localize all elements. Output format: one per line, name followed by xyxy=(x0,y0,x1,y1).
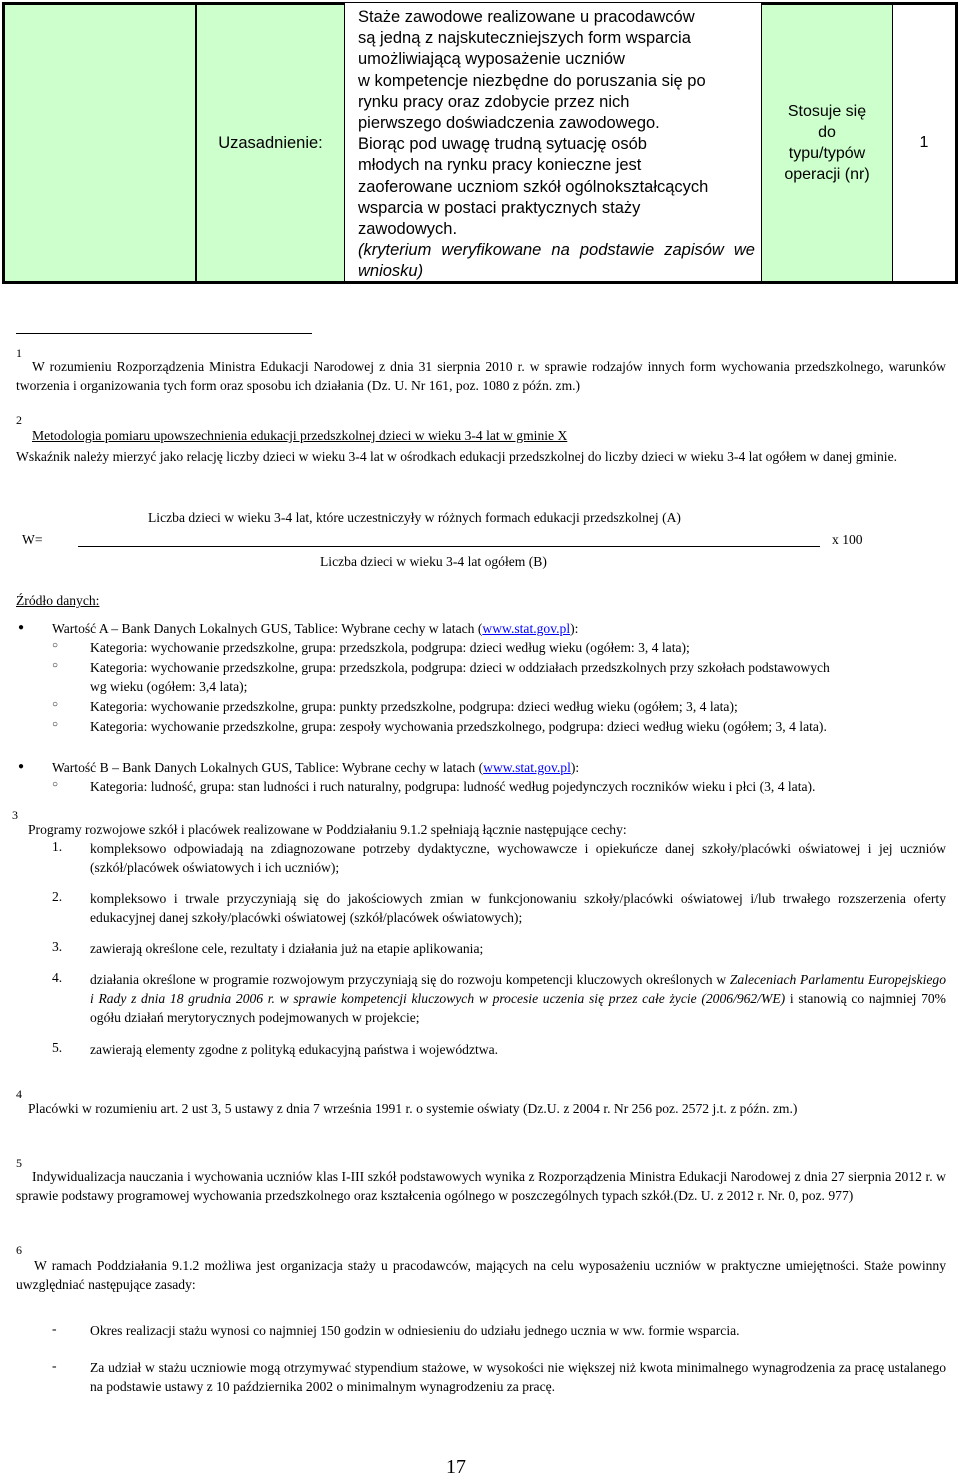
justification-line: wsparcia w postaci praktycznych staży xyxy=(358,198,641,217)
value-a-item: Kategoria: wychowanie przedszkolne, grupa: przedszkola, podgrupa: dzieci w oddziałach przedszkolnych przy szkołach podstawowych xyxy=(90,660,830,675)
dash-bullet: - xyxy=(52,1358,57,1373)
formula-numerator: Liczba dzieci w wieku 3-4 lat, które uczestniczyły w różnych formach edukacji przedszkolnej (A) xyxy=(148,510,681,525)
list-number: 5. xyxy=(52,1040,63,1055)
justification-line: Staże zawodowe realizowane u pracodawców xyxy=(358,8,695,26)
footnote-mark: 5 xyxy=(16,1156,22,1170)
value-b-prefix: Wartość B – Bank Danych Lokalnych GUS, Tablice: Wybrane cechy w latach ( xyxy=(52,760,484,775)
applies-line: typu/typów xyxy=(788,145,866,162)
justification-line: są jedną z najskuteczniejszych form wsparcia xyxy=(358,29,691,48)
justification-line: rynku pracy oraz zdobycie przez nich xyxy=(358,92,630,111)
circle-bullet-icon: ○ xyxy=(52,640,59,651)
footnote-mark: 6 xyxy=(16,1243,22,1257)
justification-line: zawodowych. xyxy=(358,220,458,239)
internship-rule: Za udział w stażu uczniowie mogą otrzymywać stypendium stażowe, w wysokości nie większej niż kwota minimalnego wynagrodzenia za pracę ustalanego na podstawie ustawy z 10 października 2002 o minimalnym wynagrodzeniu za pracę. xyxy=(90,1360,946,1394)
data-source-title: Źródło danych: xyxy=(16,593,100,608)
operation-number: 1 xyxy=(892,2,958,284)
list-item: kompleksowo i trwale przyczyniają się do jakościowych zmian w funkcjonowaniu szkoły/placówki oświatowej i/lub trwałego rozszerzenia oferty edukacyjnej danej szkoły/placówki oświatowej (szkół/placówek oświatowych); xyxy=(90,891,946,925)
list-item: zawierają elementy zgodne z polityką edukacyjną państwa i województwa. xyxy=(90,1042,499,1057)
value-a-line xyxy=(52,619,578,638)
applies-line: Stosuje się xyxy=(787,103,867,120)
applies-to-header xyxy=(762,2,892,284)
justification-line: Biorąc pod uwagę trudną sytuację osób xyxy=(358,135,647,154)
footnote-mark: 2 xyxy=(16,413,22,427)
value-a-item: Kategoria: wychowanie przedszkolne, grupa: punkty przedszkolne, podgrupa: dzieci według wieku (ogółem; 3, 4 lata); xyxy=(90,699,738,714)
bullet-icon: ● xyxy=(18,761,25,772)
bullet-icon: ● xyxy=(18,622,25,633)
circle-bullet-icon: ○ xyxy=(52,660,59,671)
value-b-line xyxy=(52,758,579,777)
value-a-suffix: ): xyxy=(570,621,579,636)
circle-bullet-icon: ○ xyxy=(52,719,59,730)
list-item: kompleksowo odpowiadają na zdiagnozowane potrzeby dydaktyczne, wychowawcze i opiekuńcze danej szkoły/placówki oświatowej i jej uczniów (szkół/placówek oświatowych i ich uczniów); xyxy=(90,841,946,875)
list-number: 1. xyxy=(52,839,63,854)
justification-line: pierwszego doświadczenia zawodowego. xyxy=(358,114,660,133)
footnote-4-text: Placówki w rozumieniu art. 2 ust 3, 5 ustawy z dnia 7 września 1991 r. o systemie oświaty (Dz.U. z 2004 r. Nr 256 poz. 2572 j.t. z późn. zm.) xyxy=(28,1101,798,1116)
page-number: 17 xyxy=(446,1456,466,1478)
gus-link[interactable]: www.stat.gov.pl xyxy=(482,621,571,636)
justification-line: w kompetencje niezbędne do poruszania się po xyxy=(358,71,706,90)
circle-bullet-icon: ○ xyxy=(52,699,59,710)
verification-note: (kryterium weryfikowane na podstawie zapisów we wniosku) xyxy=(358,241,755,281)
table-empty-cell xyxy=(2,2,196,284)
value-a-prefix: Wartość A – Bank Danych Lokalnych GUS, Tablice: Wybrane cechy w latach ( xyxy=(52,621,483,636)
list-item: zawierają określone cele, rezultaty i działania już na etapie aplikowania; xyxy=(90,941,484,956)
footnote-mark: 4 xyxy=(16,1087,22,1101)
footnote-mark: 3 xyxy=(12,808,18,822)
value-b-item: Kategoria: ludność, grupa: stan ludności i ruch naturalny, podgrupa: ludność według pojedynczych roczników wieku i płci (3, 4 lata). xyxy=(90,779,816,794)
footnote-5-text: Indywidualizacja nauczania i wychowania uczniów klas I-III szkół podstawowych wynika z Rozporządzenia Ministra Edukacji Narodowej z dnia 27 sierpnia 2012 r. w sprawie podstawy programowej wychowania przedszkolnego oraz kształcenia ogólnego w poszczególnych typach szkół.(Dz. U. z 2012 r. Nr. 0, poz. 977) xyxy=(16,1169,946,1203)
value-a-item: Kategoria: wychowanie przedszkolne, grupa: przedszkola, podgrupa: dzieci według wieku (ogółem: 3, 4 lata); xyxy=(90,640,690,655)
footnote-separator xyxy=(16,333,312,334)
formula-denominator: Liczba dzieci w wieku 3-4 lat ogółem (B) xyxy=(320,554,547,569)
justification-label: Uzasadnienie: xyxy=(196,2,344,284)
value-a-item: Kategoria: wychowanie przedszkolne, grupa: zespoły wychowania przedszkolnego, podgrupa: dzieci według wieku (ogółem; 3, 4 lata). xyxy=(90,719,827,734)
applies-line: operacji (nr) xyxy=(784,166,870,183)
circle-bullet-icon: ○ xyxy=(52,779,59,790)
methodology-title: Metodologia pomiaru upowszechnienia edukacji przedszkolnej dzieci w wieku 3-4 lat w gminie X xyxy=(32,428,568,443)
list-number: 4. xyxy=(52,970,63,985)
list-item-text: działania określone w programie rozwojowym przyczyniają się do rozwoju kompetencji kluczowych określonych w xyxy=(90,972,730,987)
methodology-description: Wskaźnik należy mierzyć jako relację liczby dzieci w wieku 3-4 lat w ośrodkach edukacji przedszkolnej do liczby dzieci w wieku 3-4 lat ogółem w danej gminie. xyxy=(16,449,897,464)
list-item-text: i stanowią co najmniej 70% ogółu działań merytorycznych podejmowanych w projekcie; xyxy=(90,991,946,1025)
formula-multiplier: x 100 xyxy=(832,532,863,547)
justification-line: umożliwiającą wyposażenie uczniów xyxy=(358,50,625,69)
formula-w-label: W= xyxy=(22,532,43,547)
criteria-table xyxy=(0,0,960,290)
footnote-mark: 1 xyxy=(16,346,22,360)
internship-rule: Okres realizacji stażu wynosi co najmniej 150 godzin w odniesieniu do udziału jednego ucznia w ww. formie wsparcia. xyxy=(90,1323,740,1338)
footnote-6-text: W ramach Poddziałania 9.1.2 możliwa jest organizacja staży u pracodawców, mających na celu wyposażeniu uczniów w praktyczne umiejętności. Staże powinny uwzględniać następujące zasady: xyxy=(16,1258,946,1292)
justification-line: zaoferowane uczniom szkół ogólnokształcących xyxy=(358,177,709,196)
applies-line: do xyxy=(818,124,836,141)
value-b-suffix: ): xyxy=(570,760,580,775)
gus-link[interactable]: www.stat.gov.pl xyxy=(483,760,571,775)
footnote-1-text: W rozumieniu Rozporządzenia Ministra Edukacji Narodowej z dnia 31 sierpnia 2010 r. w sprawie rodzajów innych form wychowania przedszkolnego, warunków tworzenia i organizowania tych form oraz sposobu ich działania (Dz. U. Nr 161, poz. 1080 z późn. zm.) xyxy=(16,359,946,393)
list-number: 2. xyxy=(52,889,63,904)
formula-fraction-line xyxy=(78,546,820,547)
list-item-citation: Zaleceniach Parlamentu Europejskiego i Rady z dnia 18 grudnia 2006 r. w sprawie kompetencji kluczowych w procesie uczenia się przez całe życie (2006/962/WE) xyxy=(90,972,946,1006)
justification-text xyxy=(344,2,762,284)
footnote-3-intro: Programy rozwojowe szkół i placówek realizowane w Poddziałaniu 9.1.2 spełniają łącznie następujące cechy: xyxy=(28,822,627,837)
list-number: 3. xyxy=(52,939,63,954)
justification-line: młodych na rynku pracy konieczne jest xyxy=(358,156,642,175)
list-item xyxy=(90,970,946,1027)
value-a-item: wg wieku (ogółem: 3,4 lata); xyxy=(90,679,248,694)
dash-bullet: - xyxy=(52,1321,57,1336)
